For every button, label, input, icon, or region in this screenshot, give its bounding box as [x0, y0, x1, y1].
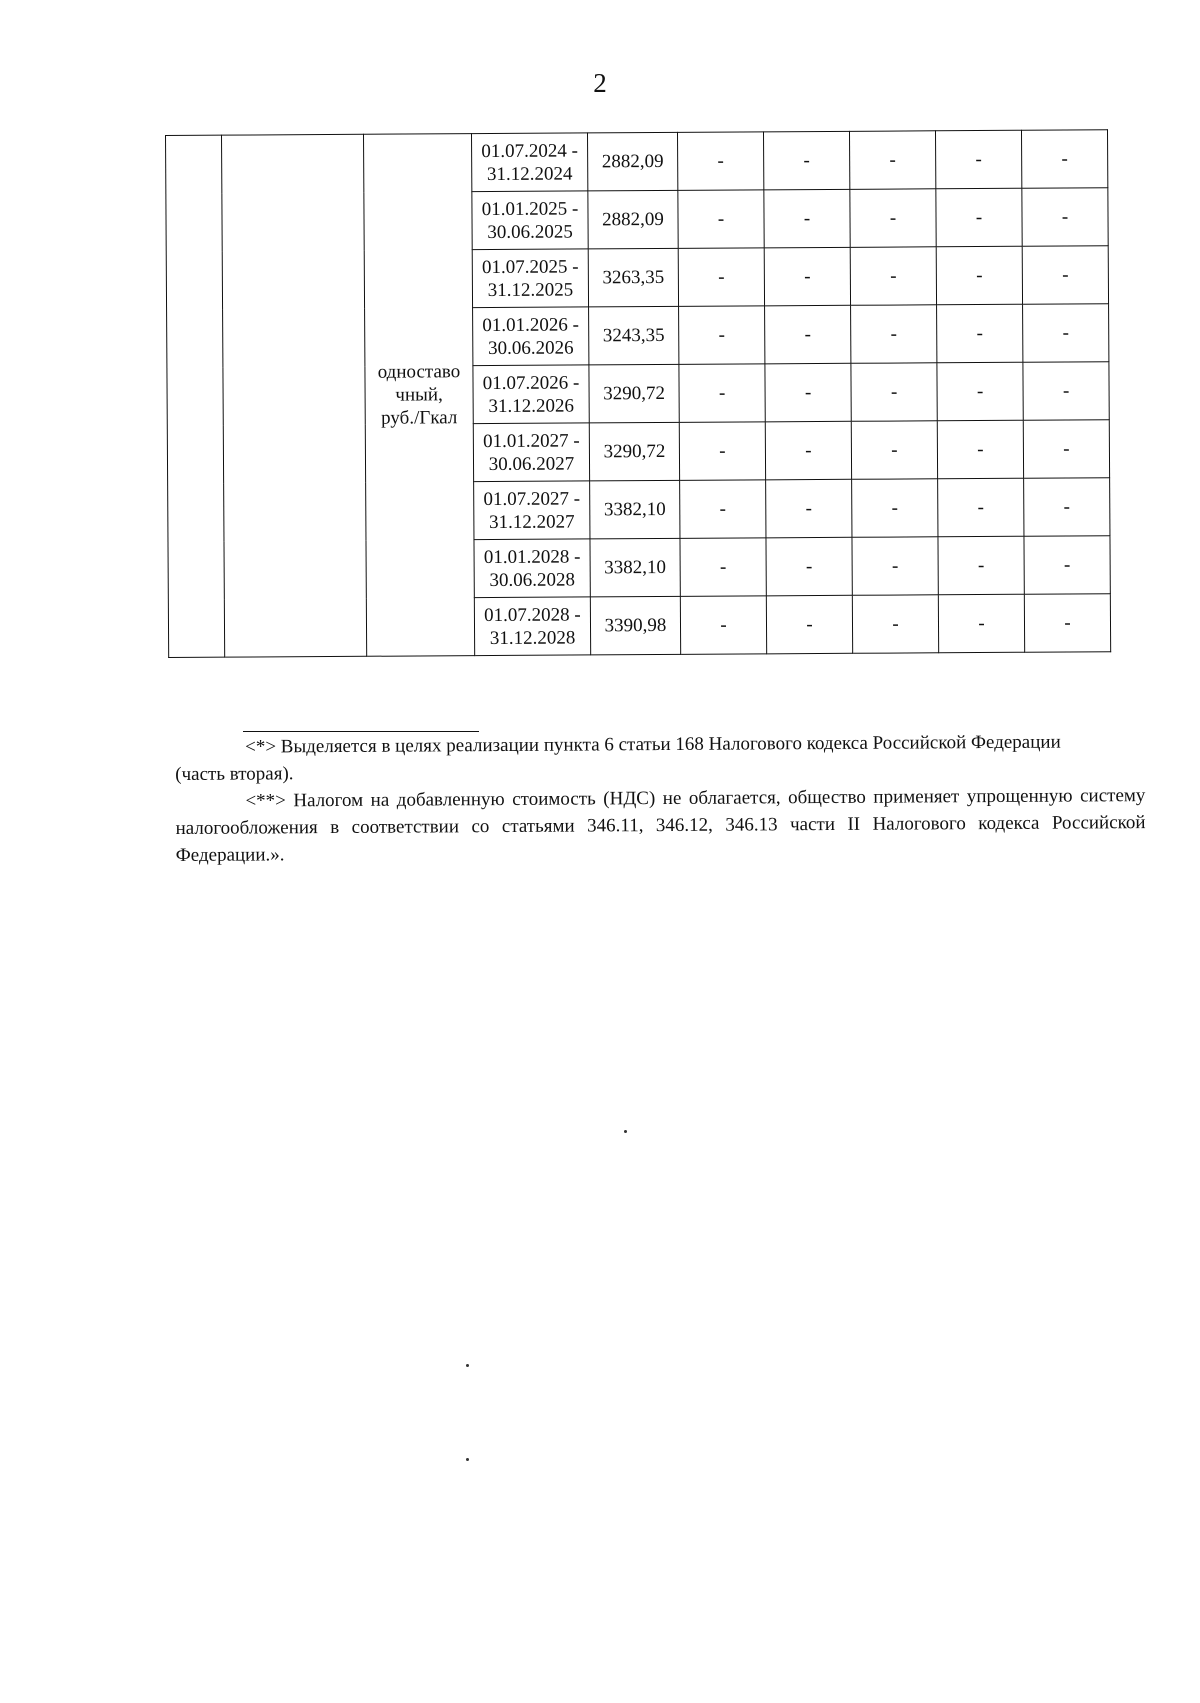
tariff-value-cell: 3263,35: [588, 248, 678, 307]
empty-value-cell: -: [936, 188, 1022, 247]
empty-value-cell: -: [935, 130, 1021, 189]
empty-value-cell: -: [852, 479, 938, 538]
empty-value-cell: -: [1023, 420, 1109, 479]
scan-speck: [466, 1364, 469, 1367]
period-cell: 01.01.2026 - 30.06.2026: [473, 307, 589, 366]
empty-value-cell: -: [1022, 246, 1108, 305]
number-cell: [166, 135, 225, 657]
empty-value-cell: -: [678, 248, 764, 307]
empty-value-cell: -: [938, 478, 1024, 537]
empty-value-cell: -: [764, 189, 850, 248]
empty-value-cell: -: [765, 363, 851, 422]
footnote-1: <*> Выделяется в целях реализации пункта 6 статьи 168 Налогового кодекса Российской Федерации: [245, 731, 1061, 758]
empty-value-cell: -: [1021, 130, 1107, 189]
empty-value-cell: -: [851, 305, 937, 364]
empty-value-cell: -: [938, 594, 1024, 653]
empty-value-cell: -: [680, 538, 766, 597]
period-cell: 01.01.2025 - 30.06.2025: [472, 191, 588, 250]
period-cell: 01.07.2027 - 31.12.2027: [474, 481, 590, 540]
tariff-value-cell: 3382,10: [590, 480, 680, 539]
empty-value-cell: -: [679, 422, 765, 481]
period-cell: 01.07.2024 - 31.12.2024: [471, 133, 587, 192]
empty-value-cell: -: [1024, 478, 1110, 537]
organization-cell: [222, 134, 367, 657]
footnote-2: <**> Налогом на добавленную стоимость (НДС) не облагается, общество применяет упрощенную систему налогообложения в соответствии со статьями 346.11, 346.12, 346.13 части II Налогового кодекса Российской Федерации.».: [175, 785, 1146, 866]
empty-value-cell: -: [852, 595, 938, 654]
empty-value-cell: -: [677, 132, 763, 191]
tariff-type-cell: одноставо чный, руб./Гкал: [363, 134, 474, 657]
empty-value-cell: -: [766, 537, 852, 596]
empty-value-cell: -: [765, 305, 851, 364]
period-cell: 01.07.2025 - 31.12.2025: [472, 249, 588, 308]
empty-value-cell: -: [850, 247, 936, 306]
empty-value-cell: -: [679, 364, 765, 423]
empty-value-cell: -: [937, 304, 1023, 363]
tariff-value-cell: 3290,72: [589, 422, 679, 481]
empty-value-cell: -: [937, 420, 1023, 479]
empty-value-cell: -: [852, 537, 938, 596]
footnotes: [175, 728, 1146, 869]
empty-value-cell: -: [851, 421, 937, 480]
period-cell: 01.01.2028 - 30.06.2028: [474, 539, 590, 598]
empty-value-cell: -: [1023, 304, 1109, 363]
empty-value-cell: -: [764, 247, 850, 306]
empty-value-cell: -: [766, 595, 852, 654]
tariff-table: [165, 129, 1111, 658]
empty-value-cell: -: [850, 189, 936, 248]
scan-speck: [624, 1130, 627, 1133]
empty-value-cell: -: [766, 479, 852, 538]
footnote-1-continuation: (часть вторая).: [175, 763, 294, 785]
empty-value-cell: -: [1023, 362, 1109, 421]
empty-value-cell: -: [1024, 594, 1110, 653]
period-cell: 01.01.2027 - 30.06.2027: [473, 423, 589, 482]
empty-value-cell: -: [938, 536, 1024, 595]
tariff-value-cell: 3243,35: [589, 306, 679, 365]
scan-speck: [466, 1458, 469, 1461]
empty-value-cell: -: [937, 362, 1023, 421]
empty-value-cell: -: [936, 246, 1022, 305]
table-row: [166, 130, 1108, 194]
period-cell: 01.07.2026 - 31.12.2026: [473, 365, 589, 424]
empty-value-cell: -: [1024, 536, 1110, 595]
empty-value-cell: -: [680, 480, 766, 539]
empty-value-cell: -: [679, 306, 765, 365]
tariff-value-cell: 3390,98: [590, 596, 680, 655]
empty-value-cell: -: [678, 190, 764, 249]
tariff-value-cell: 3382,10: [590, 538, 680, 597]
empty-value-cell: -: [680, 596, 766, 655]
tariff-value-cell: 2882,09: [587, 132, 677, 191]
empty-value-cell: -: [765, 421, 851, 480]
tariff-value-cell: 2882,09: [588, 190, 678, 249]
empty-value-cell: -: [1022, 188, 1108, 247]
empty-value-cell: -: [763, 131, 849, 190]
tariff-value-cell: 3290,72: [589, 364, 679, 423]
period-cell: 01.07.2028 - 31.12.2028: [474, 597, 590, 656]
table-body: [166, 130, 1111, 658]
empty-value-cell: -: [851, 363, 937, 422]
empty-value-cell: -: [849, 131, 935, 190]
page-number: 2: [593, 68, 607, 98]
